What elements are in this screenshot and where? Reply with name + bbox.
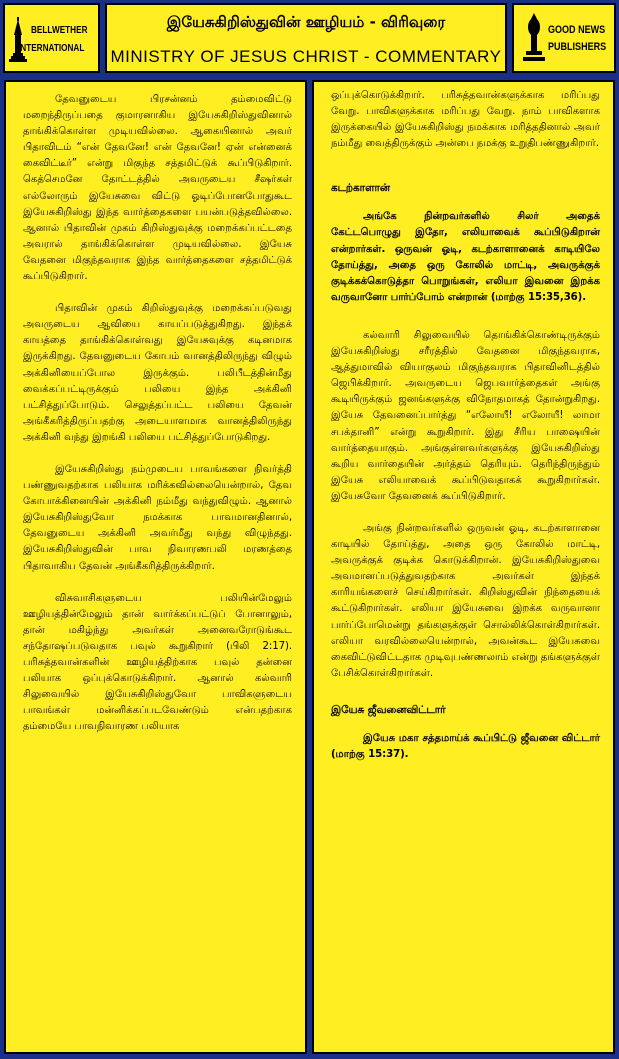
section-heading-kadarkalan: கடற்காளான் [331,182,390,195]
lamp-icon [520,13,548,67]
left-paragraph-2: பிதாவின் முகம் கிறிஸ்துவுக்கு மறைக்கப்படுவது அவருடைய ஆவியை காயப்படுத்துகிறது. இந்தக் காயத்தை தாங்கிக்கொள்வது இயேசுவுக்கு கடினமாக இருக்கிறது. தேவனுடைய கோபம் வானத்திலிருந்து விழும் அக்கினியைப்போல இருக்கும். பலிபீடத்தின்மீது வைக்கப்பட்டிருக்கும் பலியை இந்த அக்கினி பட்சித்துப்போடும். செலுத்தப்பட்ட பலியை தேவன் அங்கீகரித்திருப்பதற்கு அடையாளமாக வானத்திலிருந்து அக்கினி வந்து இறங்கி பலியை பட்சித்துப்போடுகிறது. [23,303,292,443]
right-paragraph-2: அங்கு நின்றவர்களில் ஒருவன் ஓடி, கடற்காளானை காடியில் தோய்த்து, அதை ஒரு கோலில் மாட்டி, அவருக்குக் குடிக்க கொடுக்கிறான். இயேசுகிறிஸ்துவை அவமானப்படுத்துவதற்காக அவர்கள் இந்தக் காரியங்களைச் செய்கிறார்கள். கிறிஸ்துவின் நிந்தையைக் கூட்டுகிறார்கள். எலியா இயேசுவை இறக்க வருவானா பார்ப்போமென்று தங்களுக்குள் சொல்லிக்கொள்கிறார்கள். எலியா வரவில்லையென்றால், அவன்கூட இயேசுவை கைவிட்டுவிட்டதாக முடிவுபண்ணலாம் என்று தங்களுக்குள் பேசிக்கொள்கிறார்கள். [331,522,600,679]
logo-right-line2: PUBLISHERS [548,41,607,53]
scripture-quote-2: இயேசு மகா சத்தமாய்க் கூப்பிட்டு ஜீவனை விட்டார் (மாற்கு 15:37). [331,732,600,760]
title-box [105,3,507,73]
title-tamil: இயேசுகிறிஸ்துவின் ஊழியம் - விரிவுரை [166,13,446,31]
left-column [4,80,307,1054]
title-english: MINISTRY OF JESUS CHRIST - COMMENTARY [110,47,502,66]
bellwether-logo-icon [9,15,95,67]
logo-right-line1: GOOD NEWS [548,24,606,36]
scripture-quote-1: அங்கே நின்றவர்களில் சிலர் அதைக் கேட்டபொழுது இதோ, எலியாவைக் கூப்பிடுகிறான் என்றார்கள். ஒருவன் ஓடி, கடற்காளானைக் காடியிலே தோய்த்து, அதை ஒரு கோலில் மாட்டி, அவருக்குக் குடிக்கக்கொடுத்தா பொறுங்கள், எலியா இவனை இறக்க வருவானோ பார்ப்போம் என்றான் (மாற்கு 15:35,36). [331,211,600,303]
left-paragraph-3: இயேசுகிறிஸ்து நம்முடைய பாவங்களை நிவர்த்தி பண்ணுவதற்காக பலியாக மரிக்கவில்லையென்றால், தேவ கோபாக்கினையின் அக்கினி நம்மீது வந்துவிழும். ஆனால் இயேசுகிறிஸ்துவோ நமக்காக பாவமானதினால், தேவனுடைய அக்கினி அவர்மீது வந்து விழுந்தது. இயேசுகிறிஸ்துவின் பாவ நிவாரணபலி மரணத்தை பிதாவாகிய தேவன் அங்கீகரித்திருக்கிறார். [23,463,292,572]
left-paragraph-4: விசுவாசிகளுடைய பலியின்மேலும் ஊழியத்தின்மேலும் தான் வார்க்கப்பட்டுப் போனாலும், தான் மகிழ்ந்து அவர்கள் அனைவரோடுங்கூட சந்தோஷப்படுவதாக பவுல் கூறுகிறார் (பிலி 2:17). பரிசுத்தவான்களின் ஊழியத்திற்காக பவுல் தன்னை பலியாக ஒப்புக்கொடுக்கிறார். ஆனால் கல்வாரி சிலுவையில் இயேசுகிறிஸ்துவோ பாவிகளுடைய பாவங்கள் மன்னிக்கப்படவேண்டும் என்பதற்காக தம்மையே பாவநிவாரண பலியாக [23,592,292,733]
left-paragraph-1: தேவனுடைய பிரசன்னம் தம்மைவிட்டு மறைந்திருப்பதை குமாரனாகிய இயேசுகிறிஸ்துவினால் தாங்கிக்கொள்ள முடியவில்லை. ஆகையினால் அவர் பிதாவிடம் “என் தேவனே! என் தேவனே! ஏன் என்னைக் கைவிட்டீர்” என்று மிகுந்த சத்தமிட்டுக் கூப்பிடுகிறார். கெத்செமனே தோட்டத்தில் அவருடைய சீஷர்கள் எல்லோரும் இயேசுவை விட்டு ஓடிப்போனபோதுகூட இயேசுகிறிஸ்து இந்த வார்த்தைகளை பயன்படுத்தவில்லை. ஆனால் பிதாவின் முகம் கிறிஸ்துவுக்கு மறைக்கப்பட்டதை அவரால் தாங்கிக்கொள்ள முடியவில்லை. இயேசு வேதனை மிகுந்தவராக இந்த வார்த்தைகளை சத்தமிட்டுக் கூப்பிடுகிறார். [23,94,292,283]
header [0,0,619,78]
section-heading-jeevan: இயேசு ஜீவனைவிட்டார் [331,703,446,716]
logo-left-line2: INTERNATIONAL [18,43,85,54]
bellwether-logo-box [3,3,100,73]
goodnews-logo-box [512,3,616,73]
right-continuation: ஒப்புக்கொடுக்கிறார். பரிசுத்தவான்களுக்காக மரிப்பது வேறு. பாவிகளுக்காக மரிப்பது வேறு. நாம் பாவிகளாக இருக்கையில் இயேசுகிறிஸ்து நமக்காக மரித்ததினால் அவர் நம்மீது வைத்திருக்கும் அன்பை நமக்கு உறுதிபண்ணுகிறார். [331,90,600,150]
right-column [312,80,615,1054]
right-paragraph-1: கல்வாரி சிலுவையில் தொங்கிக்கொண்டிருக்கும் இயேசுகிறிஸ்து சரீரத்தில் வேதனை மிகுந்தவராக, ஆத்துமாவில் வியாகுலம் மிகுந்தவராக பிதாவினிடத்தில் ஜெபிக்கிறார். அவருடைய ஜெபவார்த்தைகள் அங்கு கூடியிருக்கும் ஜனங்களுக்கு விநோதமாகத் தோன்றுகிறது. இயேசு தேவனைப்பார்த்து “எலோயீ! எலோயீ! லாமா சபக்தானி” என்று கூறுகிறார். இது சீரிய பாஷையின் வார்த்தையாகும். அங்குள்ளவர்களுக்கு இயேசுகிறிஸ்து கூறிய வார்தையின் அர்த்தம் தெரியும். தெரிந்திருந்தும் இயேசு எலியாவைக் கூப்பிடுவதாகக் கூறுகிறார்கள். இயேசுவோ தேவனைக் கூப்பிடுகிறார். [331,329,600,502]
logo-left-line1: BELLWETHER [31,25,88,36]
